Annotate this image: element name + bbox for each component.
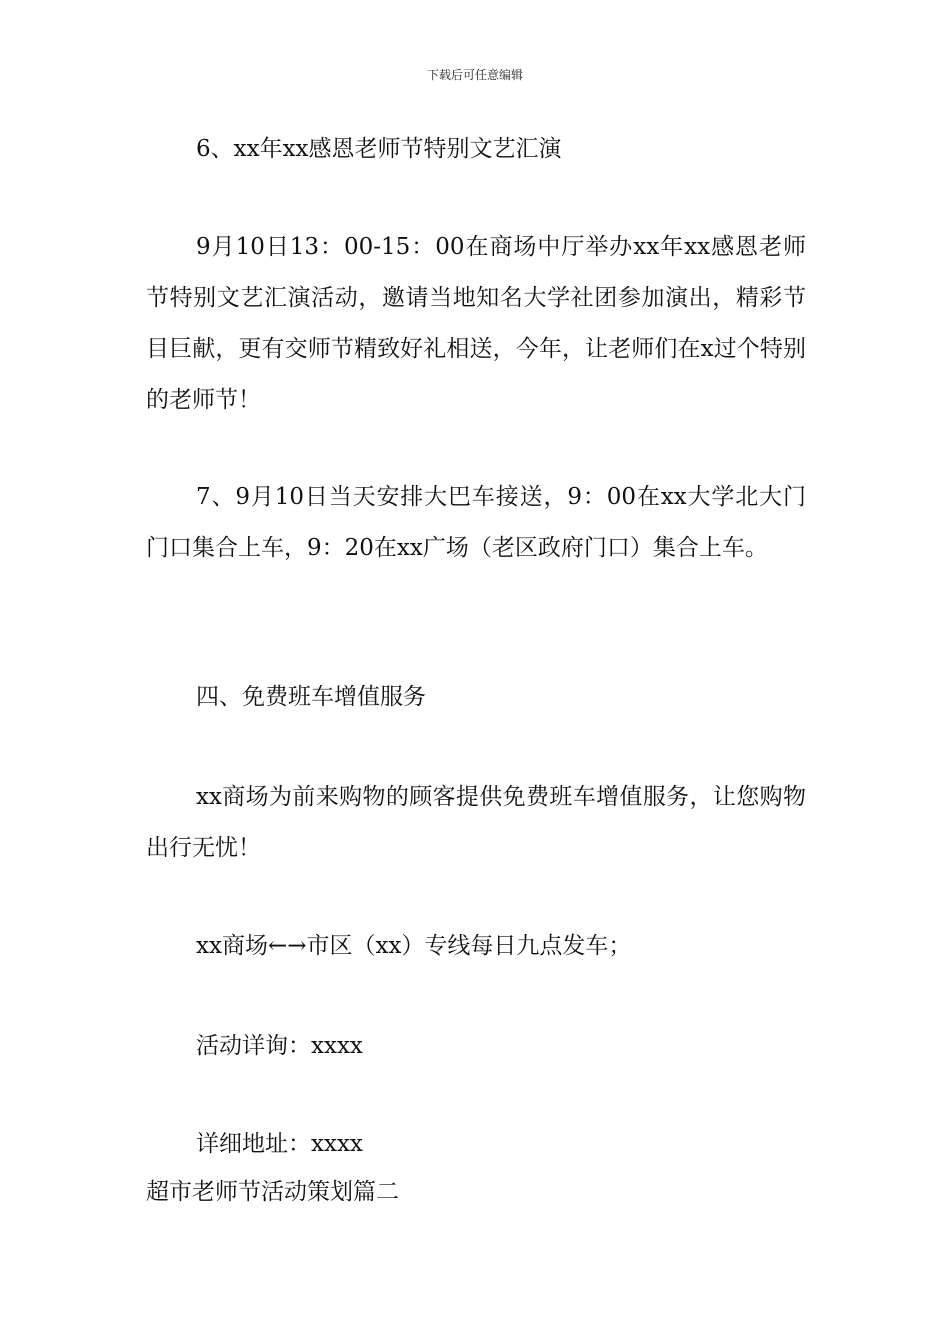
section-heading-4: 四、免费班车增值服务 [196,684,426,710]
paragraph-performance: 9月10日13：00-15：00在商场中厅举办xx年xx感恩老师节特别文艺汇演活动，邀请当地知名大学社团参加演出，精彩节目巨献，更有交师节精致好礼相送，今年，让老师们在x过个特别的老师节！ [146,234,806,413]
next-article-title: 超市老师节活动策划篇二 [146,1179,399,1205]
paragraph-address: 详细地址：xxxx [196,1131,363,1157]
paragraph-shuttle: 7、9月10日当天安排大巴车接送，9：00在xx大学北大门门口集合上车，9：20在xx广场（老区政府门口）集合上车。 [146,484,806,561]
page-header: 下载后可任意编辑 [426,68,523,82]
item-heading-6: 6、xx年xx感恩老师节特别文艺汇演 [196,136,562,162]
paragraph-route: xx商场←→市区（xx）专线每日九点发车； [196,933,632,959]
paragraph-free-bus: xx商场为前来购物的顾客提供免费班车增值服务，让您购物出行无忧！ [146,784,806,861]
paragraph-inquiry: 活动详询：xxxx [196,1033,363,1059]
